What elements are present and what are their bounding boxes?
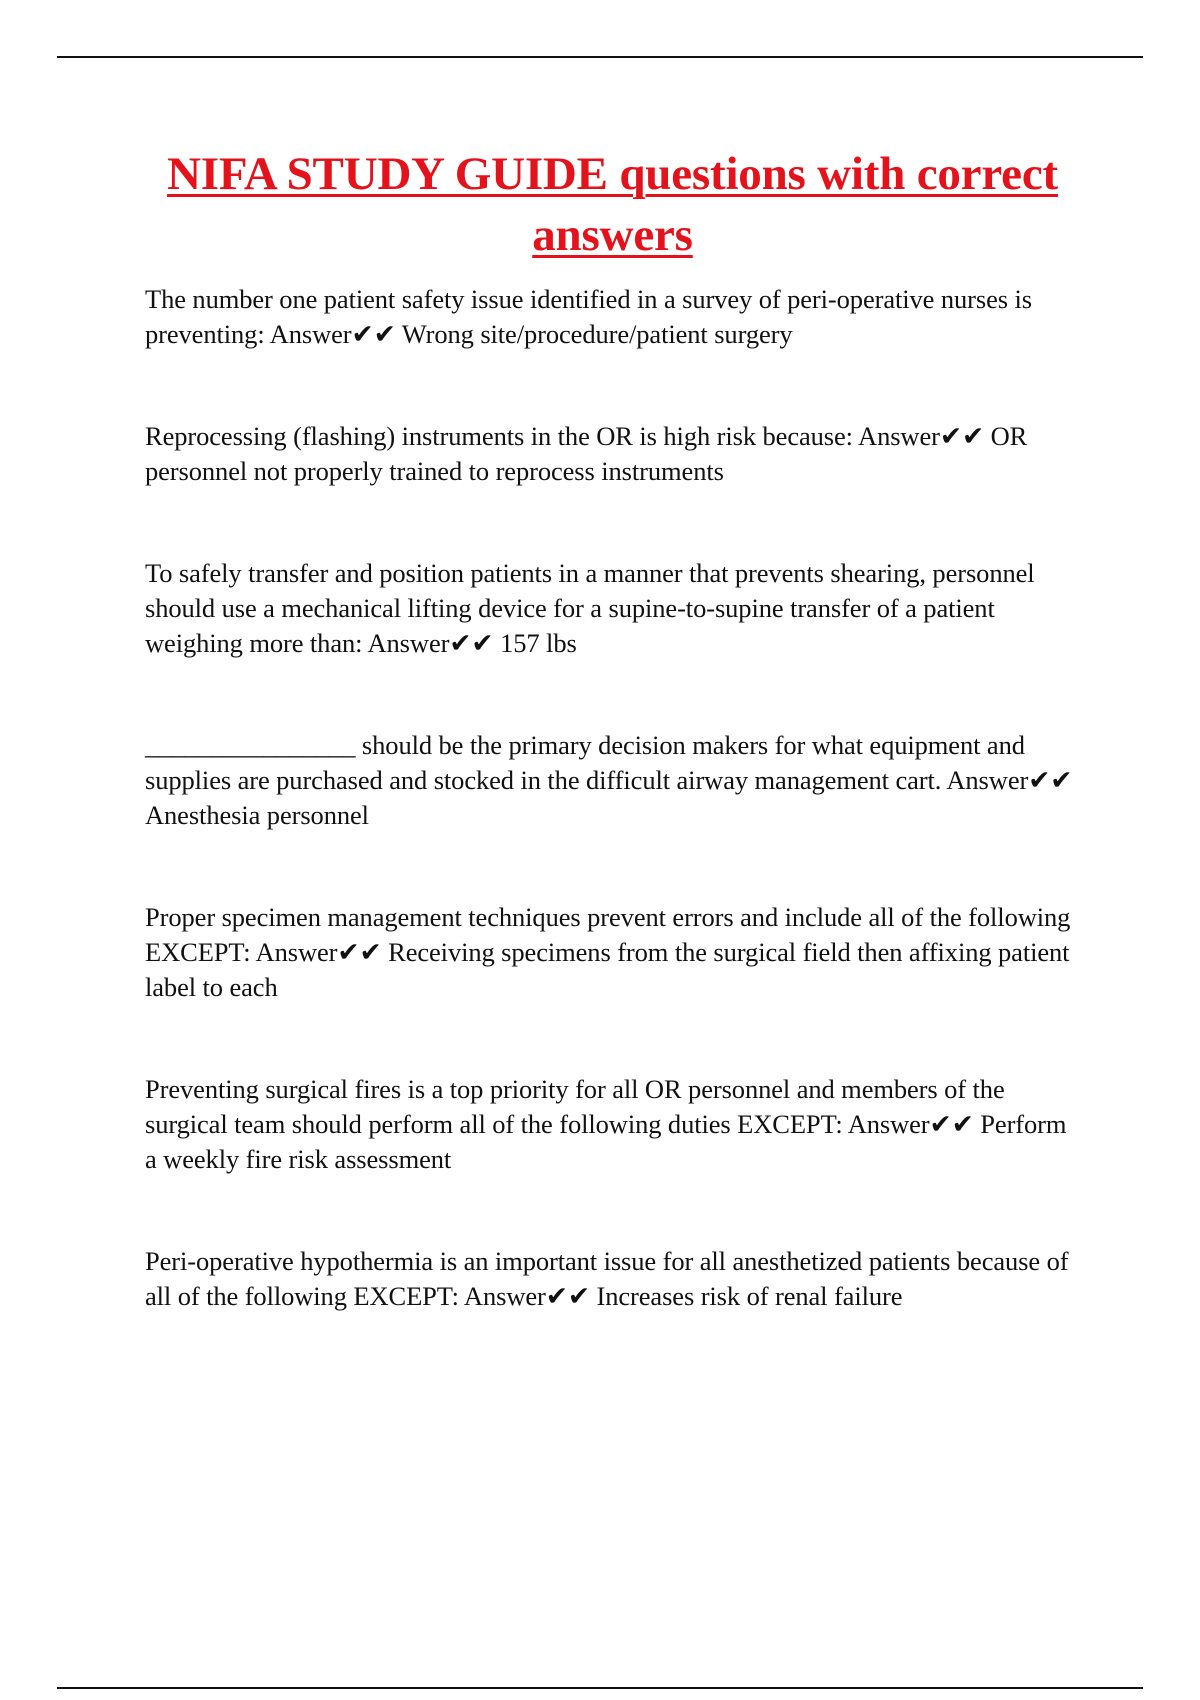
answer-prefix: Answer✔✔ <box>463 1281 590 1311</box>
answer-prefix: Answer✔✔ <box>367 628 494 658</box>
answer-text: Anesthesia personnel <box>145 800 369 830</box>
question-text: Preventing surgical fires is a top priority for all OR personnel and members of the surgical team should perform all of the following duties EXCEPT: <box>145 1074 1005 1139</box>
answer-text: 157 lbs <box>500 628 577 658</box>
answer-prefix: Answer✔✔ <box>269 319 396 349</box>
answer-prefix: Answer✔✔ <box>946 765 1073 795</box>
qa-item <box>145 728 1080 833</box>
answer-prefix: Answer✔✔ <box>255 937 382 967</box>
question-text: ________________ should be the primary decision makers for what equipment and supplies are purchased and stocked in the difficult airway management cart. <box>145 730 1025 795</box>
answer-text: OR personnel not properly trained to reprocess instruments <box>145 421 1028 486</box>
answer-prefix: Answer✔✔ <box>847 1109 974 1139</box>
question-text: To safely transfer and position patients in a manner that prevents shearing, personnel should use a mechanical lifting device for a supine-to-supine transfer of a patient weighing more than: <box>145 558 1035 658</box>
answer-prefix: Answer✔✔ <box>858 421 985 451</box>
question-text: The number one patient safety issue identified in a survey of peri-operative nurses is preventing: <box>145 284 1032 349</box>
qa-item <box>145 1072 1080 1177</box>
answer-text: Receiving specimens from the surgical field then affixing patient label to each <box>145 937 1070 1002</box>
answer-text: Perform a weekly fire risk assessment <box>145 1109 1067 1174</box>
qa-item <box>145 419 1080 489</box>
qa-item <box>145 282 1080 352</box>
qa-item <box>145 556 1080 661</box>
header-rule <box>57 56 1143 58</box>
page-content <box>145 144 1080 1314</box>
qa-item <box>145 900 1080 1005</box>
document-title: NIFA STUDY GUIDE questions with correct answers <box>167 148 1058 261</box>
question-text: Peri-operative hypothermia is an important issue for all anesthetized patients because of all of the following EXCEPT: <box>145 1246 1069 1311</box>
qa-item <box>145 1244 1080 1314</box>
question-text: Reprocessing (flashing) instruments in the OR is high risk because: <box>145 421 853 451</box>
question-text: Proper specimen management techniques prevent errors and include all of the following EXCEPT: <box>145 902 1071 967</box>
qa-list <box>145 282 1080 1314</box>
answer-text: Wrong site/procedure/patient surgery <box>401 319 793 349</box>
footer-rule <box>57 1687 1143 1689</box>
answer-text: Increases risk of renal failure <box>596 1281 903 1311</box>
